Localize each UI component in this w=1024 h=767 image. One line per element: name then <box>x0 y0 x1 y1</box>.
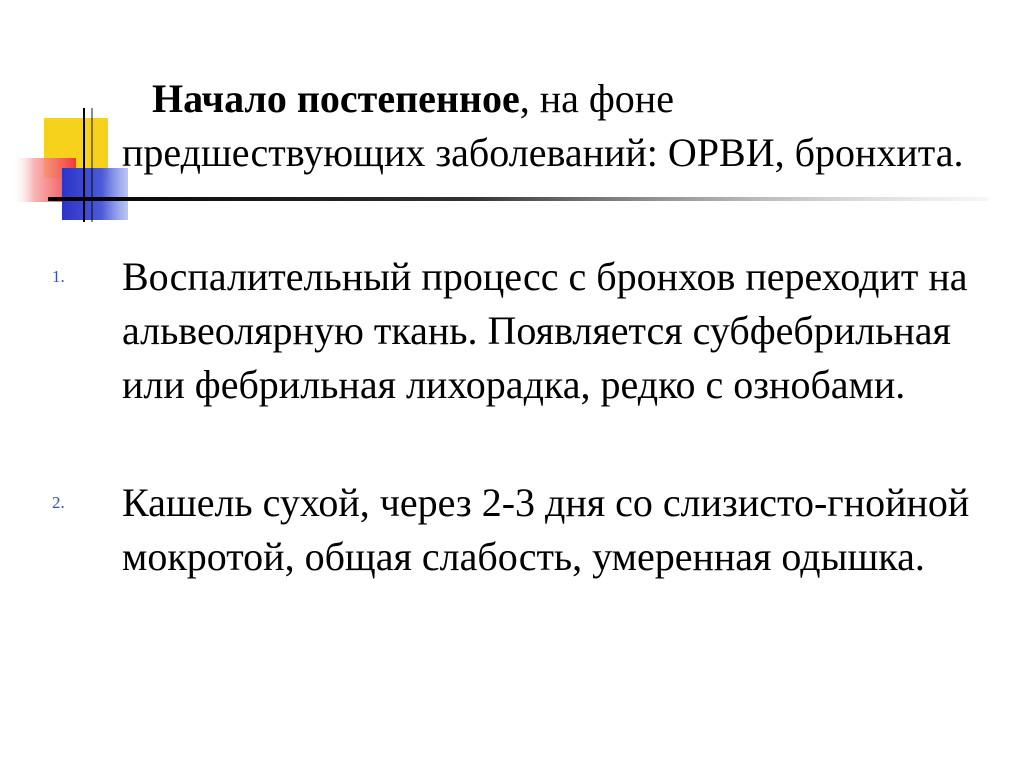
list-item <box>52 250 982 412</box>
intro-bold: Начало постепенное <box>152 76 520 121</box>
list-item-text: Кашель сухой, через 2-3 дня со слизисто-гнойной мокротой, общая слабость, умеренная одышка. <box>122 480 970 579</box>
blue-square <box>62 168 128 220</box>
horizontal-line <box>48 197 988 201</box>
list-item <box>52 476 982 584</box>
intro-paragraph <box>122 72 982 180</box>
list-item-text: Воспалительный процесс с бронхов переходит на альвеолярную ткань. Появляется субфебрильная или фебрильная лихорадка, редко с ознобами. <box>122 254 968 407</box>
list-item-number: 1. <box>52 267 65 286</box>
list-item-number: 2. <box>52 493 65 512</box>
intro-rest: , на фоне предшествующих заболеваний: ОРВИ, бронхита. <box>122 76 964 175</box>
